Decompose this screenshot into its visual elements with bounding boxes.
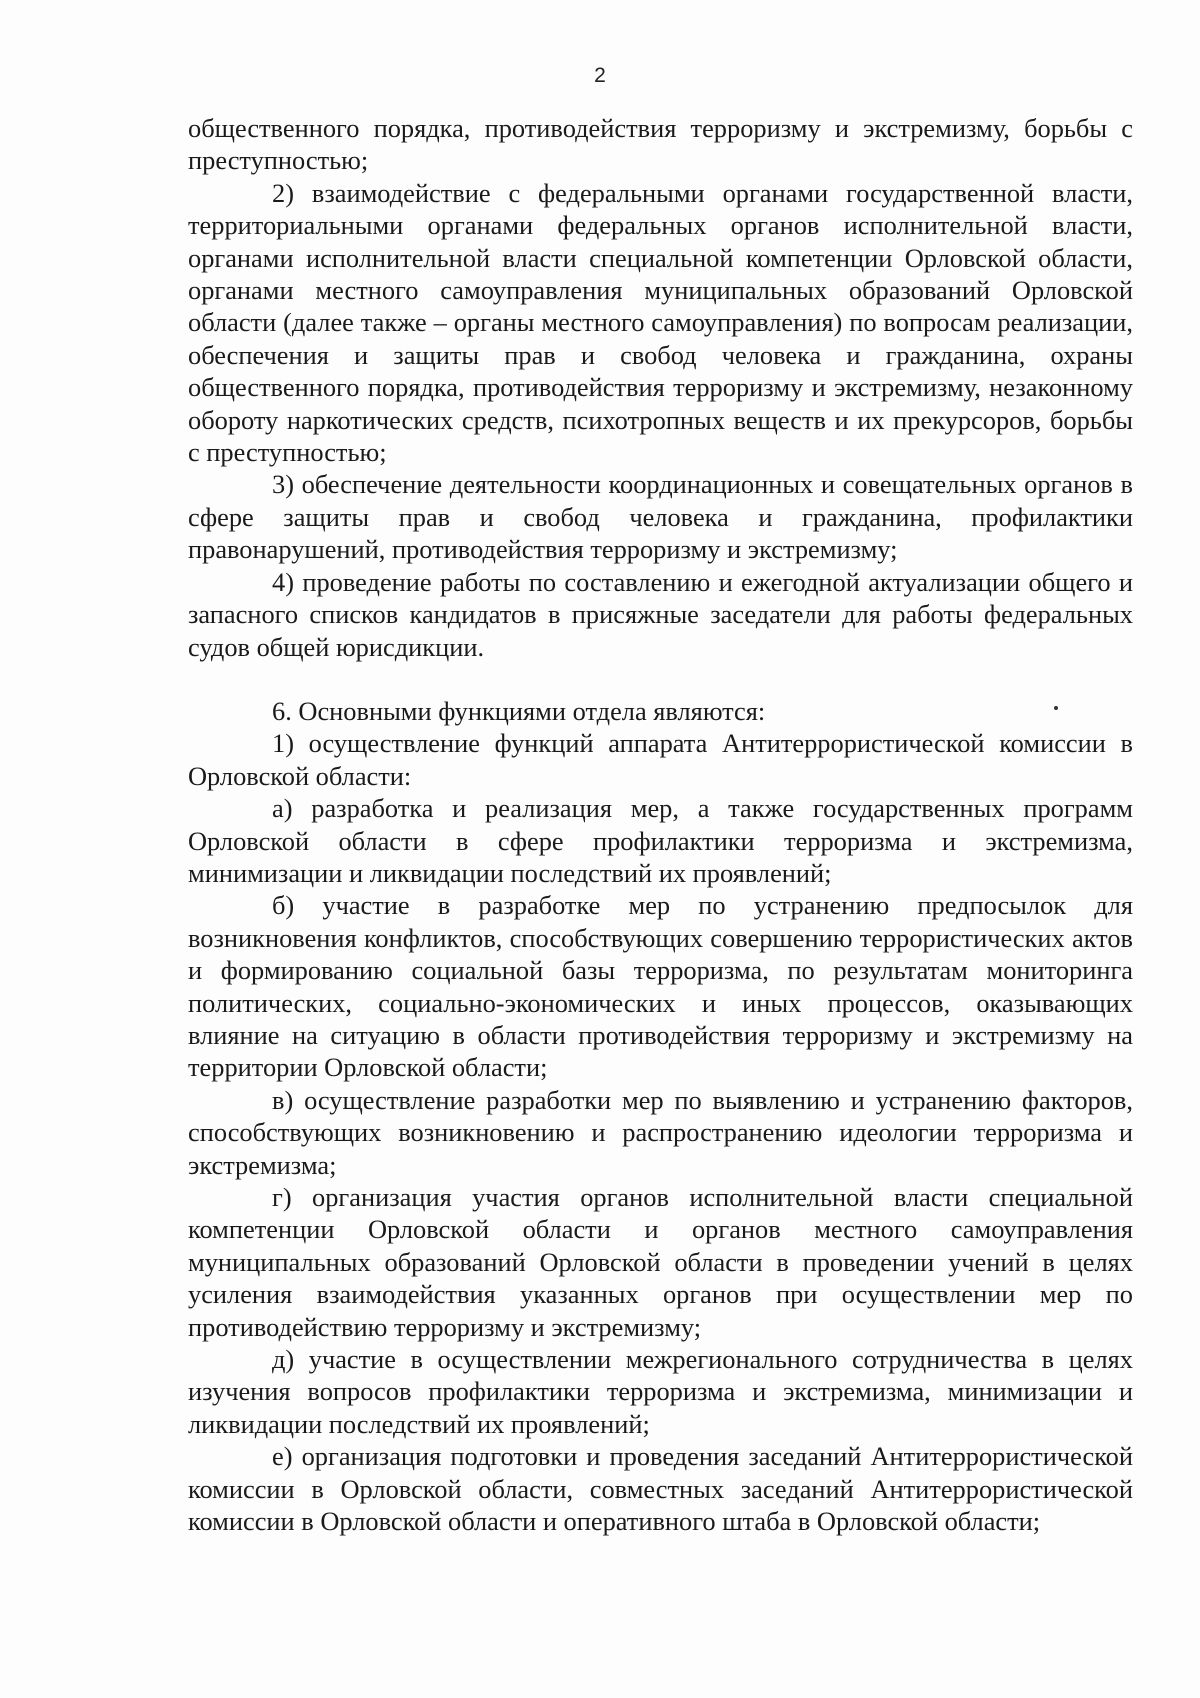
subitem-g: г) организация участия органов исполнительной власти специальной компетенции Орловской области и органов местного самоуправления муниципальных образований Орловской области в проведении учений в целях усиления взаимодействия указанных органов при осуществлении мер по противодействию терроризму и экстремизму; [188, 1182, 1133, 1342]
page-number: 2 [594, 64, 606, 87]
subitem-a: а) разработка и реализация мер, а также государственных программ Орловской области в сфере профилактики терроризма и экстремизма, минимизации и ликвидации последствий их проявлений; [188, 793, 1133, 888]
document-body [188, 112, 1133, 1537]
paragraph-item-3: 3) обеспечение деятельности координационных и совещательных органов в сфере защиты прав и свобод человека и гражданина, профилактики правонарушений, противодействия терроризму и экстремизму; [188, 469, 1133, 565]
paragraph-item-4: 4) проведение работы по составлению и ежегодной актуализации общего и запасного списков кандидатов в присяжные заседатели для работы федеральных судов общей юрисдикции. [188, 566, 1133, 662]
scan-speck [1054, 706, 1058, 710]
section-6-heading: 6. Основными функциями отдела являются: [272, 695, 766, 726]
paragraph-continuation: общественного порядка, противодействия терроризму и экстремизму, борьбы с преступностью; [188, 113, 1133, 176]
paragraph-gap [188, 663, 1133, 695]
function-item-1: 1) осуществление функций аппарата Антитеррористической комиссии в Орловской области: [188, 728, 1133, 791]
subitem-b: б) участие в разработке мер по устранению предпосылок для возникновения конфликтов, способствующих совершению террористических актов и формированию социальной базы терроризма, по результатам мониторинга политических, социально-экономических и иных процессов, оказывающих влияние на ситуацию в области противодействия терроризму и экстремизму на территории Орловской области; [188, 890, 1133, 1083]
subitem-v: в) осуществление разработки мер по выявлению и устранению факторов, способствующих возникновению и распространению идеологии терроризма и экстремизма; [188, 1084, 1133, 1180]
paragraph-item-2: 2) взаимодействие с федеральными органами государственной власти, территориальными органами федеральных органов исполнительной власти, органами исполнительной власти специальной компетенции Орловской области, органами местного самоуправления муниципальных образований Орловской области (далее также – органы местного самоуправления) по вопросам реализации, обеспечения и защиты прав и свобод человека и гражданина, охраны общественного порядка, противодействия терроризму и экстремизму, незаконному обороту наркотических средств, психотропных веществ и их прекурсоров, борьбы с преступностью; [188, 177, 1133, 468]
subitem-d: д) участие в осуществлении межрегионального сотрудничества в целях изучения вопросов профилактики терроризма и экстремизма, минимизации и ликвидации последствий их проявлений; [188, 1344, 1133, 1439]
subitem-e: е) организация подготовки и проведения заседаний Антитеррористической комиссии в Орловской области, совместных заседаний Антитеррористической комиссии в Орловской области и оперативного штаба в Орловской области; [188, 1441, 1133, 1537]
